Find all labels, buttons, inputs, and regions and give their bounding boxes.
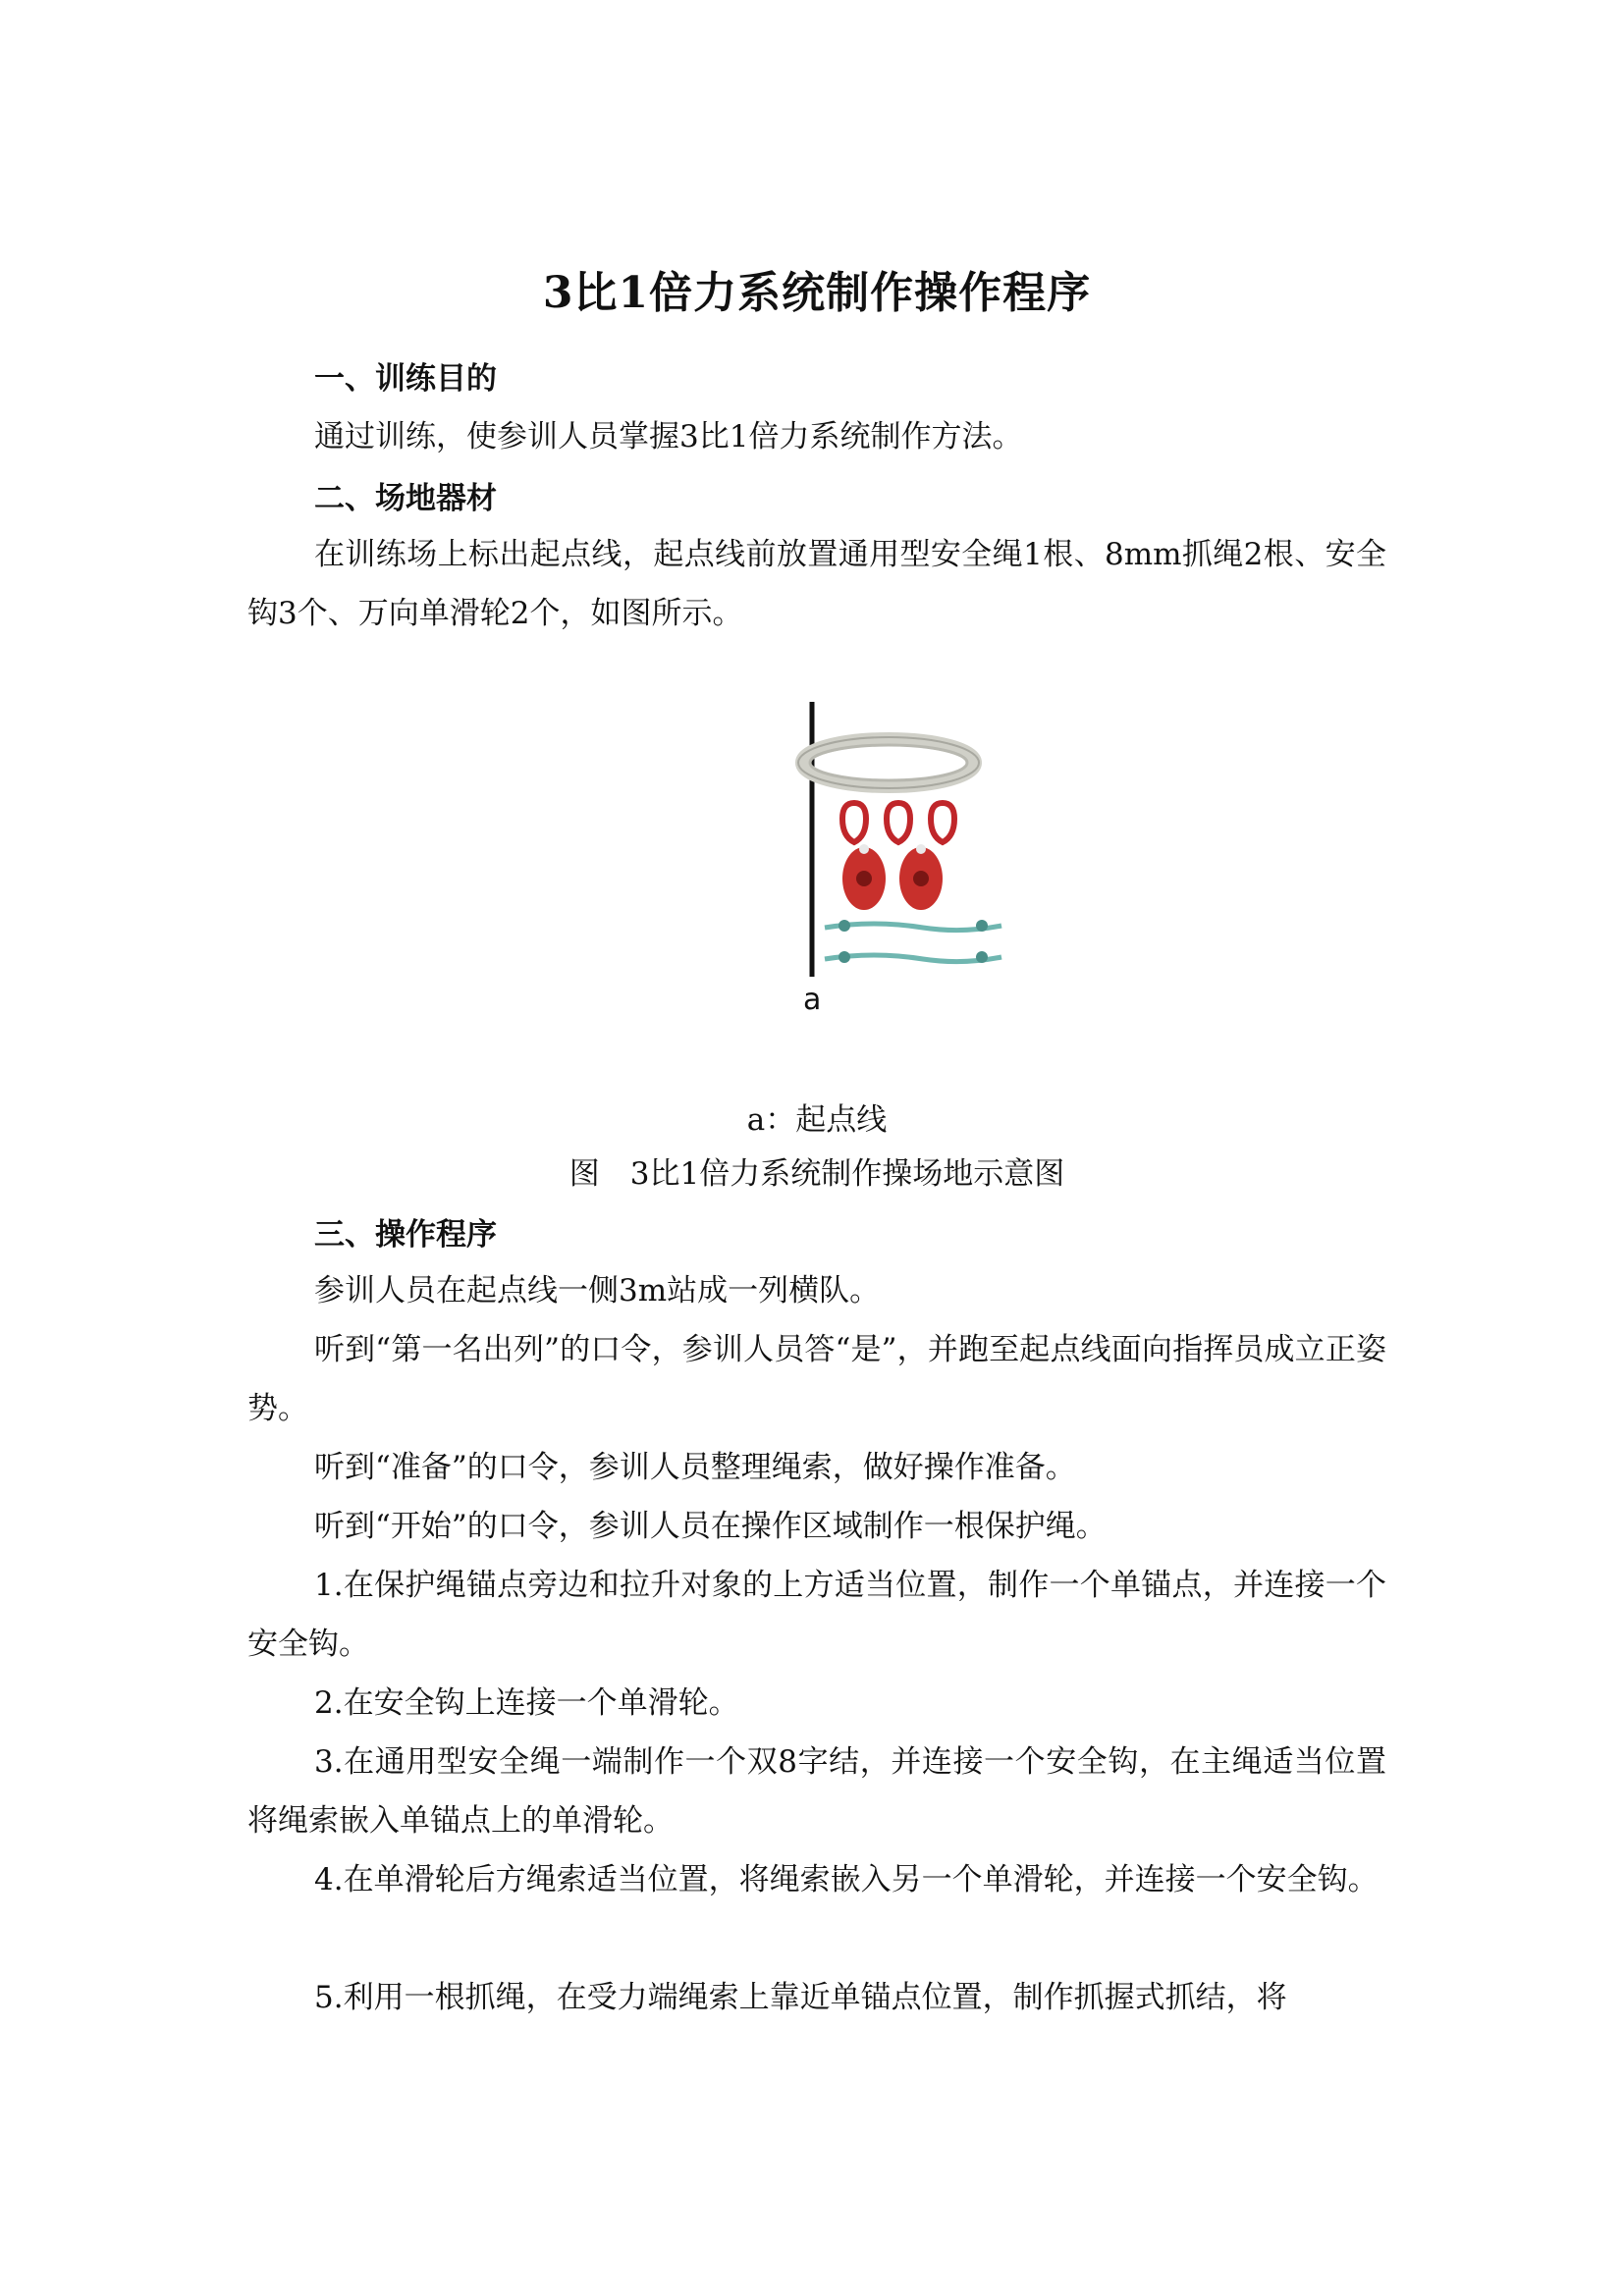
- figure-legend: a：起点线: [746, 1102, 888, 1138]
- paragraph: 听到“准备”的口令，参训人员整理绳索，做好操作准备。: [314, 1450, 1076, 1485]
- figure-caption: 图 3比1倍力系统制作操场地示意图: [568, 1156, 1065, 1192]
- section-heading-equipment: 二、场地器材: [314, 481, 497, 516]
- paragraph: 听到“开始”的口令，参训人员在操作区域制作一根保护绳。: [314, 1509, 1107, 1544]
- paragraph: 3.在通用型安全绳一端制作一个双8字结，并连接一个安全钩，在主绳适当位置将绳索嵌入单锚点上的单滑轮。: [247, 1744, 1386, 1839]
- prusik-cord-icon: [825, 951, 1001, 963]
- carabiner-icon: [842, 803, 866, 842]
- prusik-cord-icon: [825, 920, 1001, 932]
- carabiner-icon: [931, 803, 954, 842]
- paragraph: 在训练场上标出起点线，起点线前放置通用型安全绳1根、8mm抓绳2根、安全钩3个、万向单滑轮2个，如图所示。: [247, 537, 1386, 631]
- paragraph: 通过训练，使参训人员掌握3比1倍力系统制作方法。: [314, 419, 1023, 454]
- pulley-icon: [842, 844, 886, 910]
- paragraph: 1.在保护绳锚点旁边和拉升对象的上方适当位置，制作一个单锚点，并连接一个安全钩。: [247, 1568, 1386, 1662]
- coiled-rope-icon: [798, 737, 979, 788]
- carabiner-icon: [887, 803, 910, 842]
- equipment-layout-figure: [550, 692, 1011, 1026]
- pulley-icon: [899, 844, 943, 910]
- page-title: 3比1倍力系统制作操作程序: [542, 268, 1092, 318]
- paragraph: 听到“第一名出列”的口令，参训人员答“是”，并跑至起点线面向指挥员成立正姿势。: [247, 1332, 1386, 1426]
- paragraph: 参训人员在起点线一侧3m站成一列横队。: [314, 1273, 881, 1308]
- paragraph: 2.在安全钩上连接一个单滑轮。: [314, 1685, 739, 1721]
- start-line-label: a: [803, 983, 822, 1017]
- paragraph: 4.在单滑轮后方绳索适当位置，将绳索嵌入另一个单滑轮，并连接一个安全钩。: [314, 1862, 1379, 1897]
- section-heading-objective: 一、训练目的: [314, 361, 497, 397]
- paragraph: 5.利用一根抓绳，在受力端绳索上靠近单锚点位置，制作抓握式抓结，将: [314, 1980, 1287, 2015]
- section-heading-procedure: 三、操作程序: [314, 1217, 497, 1253]
